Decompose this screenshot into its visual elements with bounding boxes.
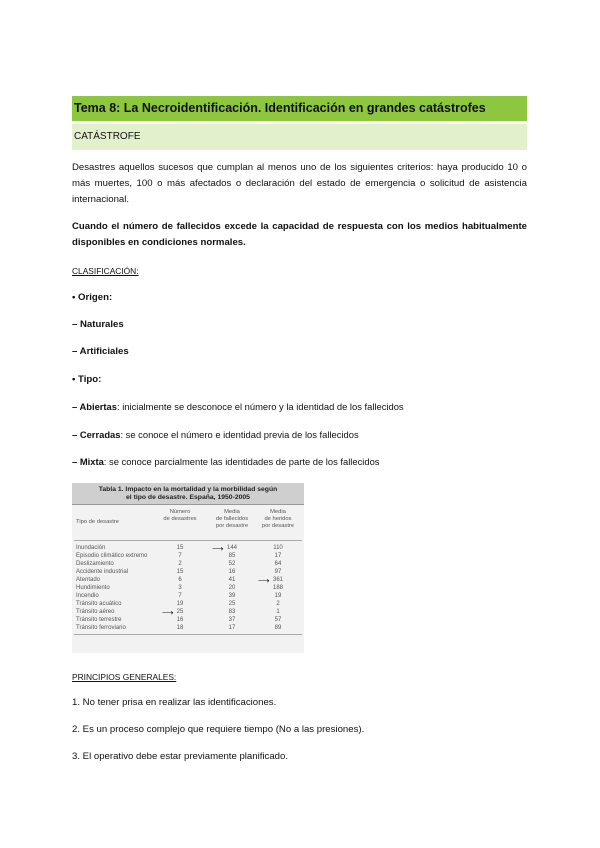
table-row: Tránsito terrestre 16 37 57 (76, 617, 282, 623)
type-closed-line (72, 428, 527, 442)
origin-label: • Origen: (72, 292, 113, 303)
principle-item: 2. Es un proceso complejo que requiere tiempo (No a las presiones). (72, 724, 365, 735)
col-header-count-1: Número (169, 509, 191, 515)
col-header-type: Tipo de desastre (76, 519, 119, 525)
type-mixed-label: – Mixta (72, 456, 104, 467)
table-row: Atentado 6 41 361 ⟶ (76, 576, 283, 585)
principle-item: 3. El operativo debe estar previamente planificado. (72, 751, 288, 762)
principles-heading: PRINCIPIOS GENERALES: (72, 672, 177, 682)
col-header-deaths-3: por desastre (215, 523, 249, 529)
table-row: Hundimiento 3 20 188 (76, 585, 283, 591)
artificial-label: – Artificiales (72, 346, 129, 357)
table-row: Incendio 7 39 19 (76, 593, 282, 599)
table-title (72, 483, 304, 505)
col-header-count-2: de desastres (163, 516, 197, 522)
col-header-deaths (208, 509, 256, 530)
table-row: Tránsito ferroviario 18 17 89 (76, 625, 282, 631)
col-header-injured-3: por desastre (261, 523, 295, 529)
type-open-label: – Abiertas (72, 401, 117, 412)
type-mixed-text: : se conoce parcialmente las identidades de parte de los fallecidos (103, 456, 380, 467)
disaster-impact-table (72, 483, 304, 653)
col-header-count (160, 509, 200, 523)
arrow-icon: ⟶ (162, 608, 174, 617)
col-header-injured-2: de heridos (264, 516, 292, 522)
section-heading: CATÁSTROFE (72, 124, 527, 150)
classification-heading: CLASIFICACIÓN: (72, 266, 139, 276)
table-row: Deslizamiento 2 52 64 (76, 561, 282, 567)
table-title-line1: Tabla 1. Impacto en la mortalidad y la morbilidad según (98, 486, 278, 493)
natural-label: – Naturales (72, 319, 124, 330)
type-label: • Tipo: (72, 374, 102, 385)
type-open-text: : inicialmente se desconoce el número y la identidad de los fallecidos (116, 401, 404, 412)
table-row: Tránsito aéreo 25 83 1 ⟶ (76, 608, 280, 617)
col-header-deaths-1: Media (224, 509, 240, 515)
table-row: Tránsito acuático 19 25 2 (76, 601, 280, 607)
type-closed-text: : se conoce el número e identidad previa de los fallecidos (120, 429, 359, 440)
principle-item: 1. No tener prisa en realizar las identificaciones. (72, 697, 277, 708)
table-header-rule (74, 540, 302, 541)
table-row: Accidente industrial 15 16 97 (76, 569, 282, 575)
arrow-icon: ⟶ (258, 576, 270, 585)
col-header-injured (254, 509, 302, 530)
col-header-deaths-2: de fallecidos (215, 516, 249, 522)
page-title: Tema 8: La Necroidentificación. Identificación en grandes catástrofes (72, 96, 527, 121)
definition-paragraph: Desastres aquellos sucesos que cumplan al menos uno de los siguientes criterios: haya producido 10 o más muertes, 100 o más afectados o declaración del estado de emergencia o solicitud de asistencia internacional. (72, 162, 527, 205)
arrow-icon: ⟶ (212, 544, 224, 553)
table-title-line2: el tipo de desastre. España, 1950-2005 (126, 494, 250, 501)
type-mixed-line (72, 455, 527, 469)
definition-bold-paragraph: Cuando el número de fallecidos excede la capacidad de respuesta con los medios habitualmente disponibles en condiciones normales. (72, 221, 527, 248)
table-bottom-rule (74, 634, 302, 635)
table-row: Inundación 15 144 110 ⟶ (76, 544, 283, 553)
col-header-injured-1: Media (270, 509, 286, 515)
table-row: Episodio climático extremo 7 85 17 (76, 553, 282, 559)
type-open-line (72, 400, 527, 414)
type-closed-label: – Cerradas (72, 429, 121, 440)
